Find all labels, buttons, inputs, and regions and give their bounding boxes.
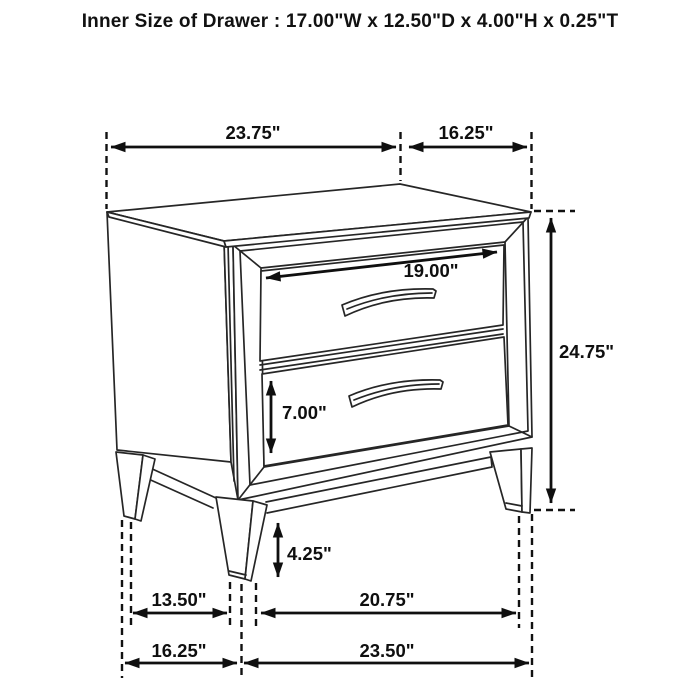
leg-spacing-front-label: 20.75"	[359, 589, 415, 610]
side-panel	[107, 212, 231, 462]
top-depth-label: 16.25"	[438, 122, 494, 143]
drawer-width-label: 19.00"	[403, 260, 459, 281]
drawer-height-label: 7.00"	[282, 402, 327, 423]
side-apron	[144, 467, 216, 508]
front-left-leg	[216, 497, 267, 581]
diagram-title: Inner Size of Drawer : 17.00"W x 12.50"D x 4.00"H x 0.25"T	[81, 11, 619, 32]
base-depth-label: 16.25"	[151, 640, 207, 661]
overall-height-label: 24.75"	[559, 341, 615, 362]
back-left-leg	[116, 452, 155, 521]
top-width-label: 23.75"	[225, 122, 281, 143]
base-width-label: 23.50"	[359, 640, 415, 661]
front-right-leg	[490, 448, 532, 513]
leg-spacing-side-label: 13.50"	[151, 589, 207, 610]
nightstand-outline	[107, 184, 532, 581]
leg-height-label: 4.25"	[287, 543, 332, 564]
